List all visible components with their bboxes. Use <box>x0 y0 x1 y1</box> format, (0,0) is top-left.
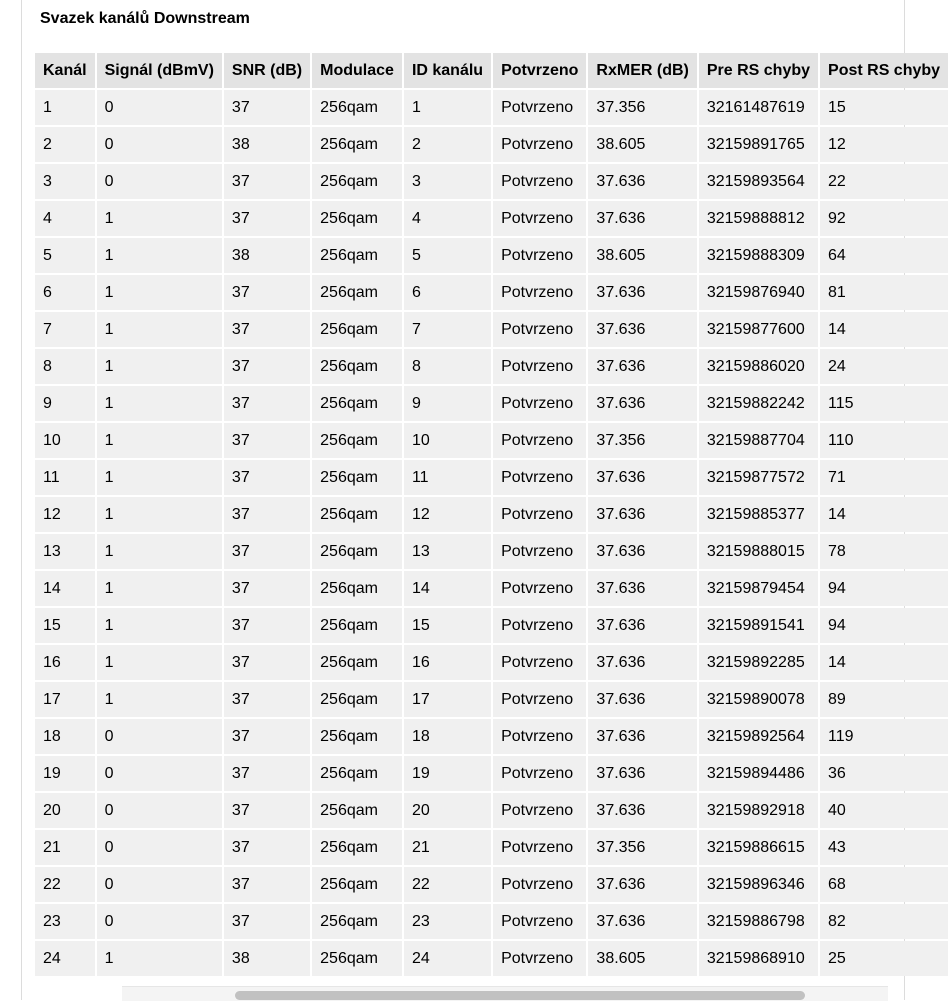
table-row <box>35 275 948 310</box>
scrollbar-thumb[interactable] <box>235 991 805 1000</box>
cell-post-rs: 78 <box>820 534 948 569</box>
cell-pre-rs: 32159876940 <box>699 275 818 310</box>
cell-post-rs: 94 <box>820 571 948 606</box>
cell-id-kanalu: 1 <box>404 90 491 125</box>
cell-potvrzeno: Potvrzeno <box>493 423 586 458</box>
cell-id-kanalu: 9 <box>404 386 491 421</box>
cell-kanal: 8 <box>35 349 95 384</box>
cell-id-kanalu: 20 <box>404 793 491 828</box>
cell-post-rs: 22 <box>820 164 948 199</box>
cell-potvrzeno: Potvrzeno <box>493 127 586 162</box>
cell-potvrzeno: Potvrzeno <box>493 534 586 569</box>
cell-id-kanalu: 4 <box>404 201 491 236</box>
cell-rxmer: 37.636 <box>588 349 696 384</box>
cell-post-rs: 36 <box>820 756 948 791</box>
cell-post-rs: 40 <box>820 793 948 828</box>
panel-title: Svazek kanálů Downstream <box>40 10 250 27</box>
cell-signal: 1 <box>97 312 222 347</box>
cell-pre-rs: 32159886020 <box>699 349 818 384</box>
cell-potvrzeno: Potvrzeno <box>493 349 586 384</box>
cell-potvrzeno: Potvrzeno <box>493 312 586 347</box>
cell-signal: 0 <box>97 793 222 828</box>
table-body <box>35 90 948 976</box>
cell-signal: 1 <box>97 423 222 458</box>
cell-potvrzeno: Potvrzeno <box>493 164 586 199</box>
cell-kanal: 3 <box>35 164 95 199</box>
cell-snr: 37 <box>224 90 310 125</box>
table-row <box>35 201 948 236</box>
cell-post-rs: 12 <box>820 127 948 162</box>
cell-modulace: 256qam <box>312 941 402 976</box>
cell-rxmer: 37.356 <box>588 423 696 458</box>
cell-post-rs: 92 <box>820 201 948 236</box>
cell-kanal: 11 <box>35 460 95 495</box>
cell-pre-rs: 32159886798 <box>699 904 818 939</box>
cell-id-kanalu: 17 <box>404 682 491 717</box>
cell-signal: 0 <box>97 719 222 754</box>
column-header-post-rs: Post RS chyby <box>820 53 948 88</box>
cell-rxmer: 37.636 <box>588 386 696 421</box>
table-row <box>35 90 948 125</box>
cell-pre-rs: 32159888015 <box>699 534 818 569</box>
cell-rxmer: 37.636 <box>588 534 696 569</box>
cell-snr: 38 <box>224 941 310 976</box>
cell-snr: 37 <box>224 867 310 902</box>
cell-potvrzeno: Potvrzeno <box>493 645 586 680</box>
cell-rxmer: 37.356 <box>588 90 696 125</box>
table-row <box>35 608 948 643</box>
cell-signal: 0 <box>97 830 222 865</box>
cell-potvrzeno: Potvrzeno <box>493 867 586 902</box>
cell-pre-rs: 32159892285 <box>699 645 818 680</box>
cell-snr: 37 <box>224 571 310 606</box>
cell-kanal: 13 <box>35 534 95 569</box>
table-row <box>35 830 948 865</box>
cell-modulace: 256qam <box>312 460 402 495</box>
cell-snr: 37 <box>224 756 310 791</box>
cell-kanal: 6 <box>35 275 95 310</box>
cell-post-rs: 68 <box>820 867 948 902</box>
cell-pre-rs: 32159877572 <box>699 460 818 495</box>
cell-snr: 37 <box>224 682 310 717</box>
cell-rxmer: 37.636 <box>588 793 696 828</box>
cell-potvrzeno: Potvrzeno <box>493 719 586 754</box>
horizontal-scrollbar[interactable] <box>122 986 888 1001</box>
cell-modulace: 256qam <box>312 127 402 162</box>
cell-modulace: 256qam <box>312 349 402 384</box>
cell-snr: 37 <box>224 164 310 199</box>
cell-id-kanalu: 8 <box>404 349 491 384</box>
cell-potvrzeno: Potvrzeno <box>493 201 586 236</box>
cell-modulace: 256qam <box>312 867 402 902</box>
cell-signal: 0 <box>97 164 222 199</box>
cell-post-rs: 43 <box>820 830 948 865</box>
cell-id-kanalu: 23 <box>404 904 491 939</box>
table-row <box>35 238 948 273</box>
cell-post-rs: 71 <box>820 460 948 495</box>
cell-snr: 37 <box>224 349 310 384</box>
column-header-pre-rs: Pre RS chyby <box>699 53 818 88</box>
cell-modulace: 256qam <box>312 645 402 680</box>
cell-pre-rs: 32159888309 <box>699 238 818 273</box>
cell-id-kanalu: 14 <box>404 571 491 606</box>
cell-id-kanalu: 24 <box>404 941 491 976</box>
column-header-kanal: Kanál <box>35 53 95 88</box>
table-row <box>35 312 948 347</box>
cell-potvrzeno: Potvrzeno <box>493 571 586 606</box>
cell-id-kanalu: 6 <box>404 275 491 310</box>
cell-modulace: 256qam <box>312 719 402 754</box>
cell-rxmer: 37.636 <box>588 608 696 643</box>
cell-kanal: 23 <box>35 904 95 939</box>
cell-kanal: 16 <box>35 645 95 680</box>
cell-modulace: 256qam <box>312 571 402 606</box>
cell-post-rs: 15 <box>820 90 948 125</box>
table-row <box>35 682 948 717</box>
cell-modulace: 256qam <box>312 830 402 865</box>
cell-id-kanalu: 2 <box>404 127 491 162</box>
cell-modulace: 256qam <box>312 682 402 717</box>
table-row <box>35 941 948 976</box>
cell-kanal: 1 <box>35 90 95 125</box>
cell-rxmer: 37.636 <box>588 682 696 717</box>
cell-rxmer: 38.605 <box>588 127 696 162</box>
cell-kanal: 20 <box>35 793 95 828</box>
cell-rxmer: 37.636 <box>588 756 696 791</box>
cell-kanal: 12 <box>35 497 95 532</box>
cell-potvrzeno: Potvrzeno <box>493 460 586 495</box>
cell-snr: 37 <box>224 719 310 754</box>
cell-kanal: 22 <box>35 867 95 902</box>
cell-signal: 0 <box>97 904 222 939</box>
cell-rxmer: 37.636 <box>588 497 696 532</box>
cell-pre-rs: 32159893564 <box>699 164 818 199</box>
cell-snr: 37 <box>224 460 310 495</box>
cell-id-kanalu: 18 <box>404 719 491 754</box>
cell-snr: 37 <box>224 386 310 421</box>
cell-post-rs: 119 <box>820 719 948 754</box>
cell-modulace: 256qam <box>312 201 402 236</box>
cell-id-kanalu: 11 <box>404 460 491 495</box>
cell-potvrzeno: Potvrzeno <box>493 497 586 532</box>
cell-id-kanalu: 22 <box>404 867 491 902</box>
cell-snr: 37 <box>224 608 310 643</box>
cell-potvrzeno: Potvrzeno <box>493 275 586 310</box>
cell-rxmer: 37.636 <box>588 201 696 236</box>
downstream-bonding-panel <box>21 0 941 1000</box>
cell-modulace: 256qam <box>312 534 402 569</box>
cell-kanal: 21 <box>35 830 95 865</box>
column-header-modulace: Modulace <box>312 53 402 88</box>
cell-pre-rs: 32159894486 <box>699 756 818 791</box>
table-row <box>35 571 948 606</box>
cell-signal: 0 <box>97 756 222 791</box>
cell-signal: 1 <box>97 386 222 421</box>
cell-post-rs: 82 <box>820 904 948 939</box>
table-row <box>35 534 948 569</box>
table-row <box>35 904 948 939</box>
cell-signal: 0 <box>97 90 222 125</box>
cell-id-kanalu: 5 <box>404 238 491 273</box>
cell-rxmer: 38.605 <box>588 238 696 273</box>
cell-rxmer: 37.636 <box>588 164 696 199</box>
cell-signal: 1 <box>97 238 222 273</box>
cell-snr: 37 <box>224 423 310 458</box>
cell-pre-rs: 32159888812 <box>699 201 818 236</box>
cell-rxmer: 37.636 <box>588 904 696 939</box>
cell-snr: 37 <box>224 201 310 236</box>
cell-potvrzeno: Potvrzeno <box>493 793 586 828</box>
cell-rxmer: 37.636 <box>588 460 696 495</box>
cell-signal: 0 <box>97 867 222 902</box>
cell-snr: 38 <box>224 127 310 162</box>
cell-id-kanalu: 7 <box>404 312 491 347</box>
cell-id-kanalu: 21 <box>404 830 491 865</box>
cell-rxmer: 37.636 <box>588 645 696 680</box>
cell-pre-rs: 32159891541 <box>699 608 818 643</box>
column-header-rxmer: RxMER (dB) <box>588 53 696 88</box>
cell-kanal: 17 <box>35 682 95 717</box>
cell-potvrzeno: Potvrzeno <box>493 386 586 421</box>
cell-signal: 1 <box>97 941 222 976</box>
table-header-row <box>35 53 948 88</box>
cell-rxmer: 37.636 <box>588 867 696 902</box>
cell-rxmer: 37.636 <box>588 312 696 347</box>
cell-modulace: 256qam <box>312 756 402 791</box>
cell-pre-rs: 32159879454 <box>699 571 818 606</box>
cell-rxmer: 37.636 <box>588 571 696 606</box>
downstream-channel-table <box>33 51 950 978</box>
cell-potvrzeno: Potvrzeno <box>493 608 586 643</box>
cell-rxmer: 38.605 <box>588 941 696 976</box>
cell-snr: 37 <box>224 904 310 939</box>
cell-id-kanalu: 12 <box>404 497 491 532</box>
cell-pre-rs: 32159885377 <box>699 497 818 532</box>
cell-post-rs: 89 <box>820 682 948 717</box>
table-row <box>35 127 948 162</box>
cell-id-kanalu: 15 <box>404 608 491 643</box>
cell-post-rs: 64 <box>820 238 948 273</box>
cell-kanal: 9 <box>35 386 95 421</box>
table-row <box>35 497 948 532</box>
cell-modulace: 256qam <box>312 386 402 421</box>
cell-snr: 37 <box>224 645 310 680</box>
cell-kanal: 18 <box>35 719 95 754</box>
cell-rxmer: 37.636 <box>588 719 696 754</box>
cell-id-kanalu: 10 <box>404 423 491 458</box>
table-row <box>35 867 948 902</box>
cell-snr: 37 <box>224 793 310 828</box>
cell-potvrzeno: Potvrzeno <box>493 830 586 865</box>
cell-potvrzeno: Potvrzeno <box>493 756 586 791</box>
cell-kanal: 24 <box>35 941 95 976</box>
cell-pre-rs: 32159896346 <box>699 867 818 902</box>
cell-post-rs: 14 <box>820 497 948 532</box>
cell-id-kanalu: 3 <box>404 164 491 199</box>
cell-pre-rs: 32159887704 <box>699 423 818 458</box>
cell-id-kanalu: 19 <box>404 756 491 791</box>
cell-kanal: 14 <box>35 571 95 606</box>
cell-potvrzeno: Potvrzeno <box>493 90 586 125</box>
table-row <box>35 719 948 754</box>
column-header-potvrzeno: Potvrzeno <box>493 53 586 88</box>
cell-signal: 1 <box>97 460 222 495</box>
cell-id-kanalu: 13 <box>404 534 491 569</box>
table-row <box>35 645 948 680</box>
cell-modulace: 256qam <box>312 238 402 273</box>
cell-snr: 37 <box>224 830 310 865</box>
cell-modulace: 256qam <box>312 904 402 939</box>
table-row <box>35 793 948 828</box>
table-row <box>35 756 948 791</box>
cell-pre-rs: 32159890078 <box>699 682 818 717</box>
cell-rxmer: 37.356 <box>588 830 696 865</box>
cell-post-rs: 24 <box>820 349 948 384</box>
cell-potvrzeno: Potvrzeno <box>493 682 586 717</box>
cell-signal: 1 <box>97 682 222 717</box>
cell-pre-rs: 32159882242 <box>699 386 818 421</box>
column-header-signal: Signál (dBmV) <box>97 53 222 88</box>
cell-pre-rs: 32159877600 <box>699 312 818 347</box>
cell-pre-rs: 32159892918 <box>699 793 818 828</box>
cell-modulace: 256qam <box>312 164 402 199</box>
cell-potvrzeno: Potvrzeno <box>493 941 586 976</box>
table-row <box>35 349 948 384</box>
cell-kanal: 7 <box>35 312 95 347</box>
cell-kanal: 19 <box>35 756 95 791</box>
cell-modulace: 256qam <box>312 275 402 310</box>
cell-modulace: 256qam <box>312 793 402 828</box>
cell-snr: 38 <box>224 238 310 273</box>
cell-snr: 37 <box>224 275 310 310</box>
cell-potvrzeno: Potvrzeno <box>493 238 586 273</box>
cell-post-rs: 81 <box>820 275 948 310</box>
cell-signal: 1 <box>97 275 222 310</box>
cell-pre-rs: 32161487619 <box>699 90 818 125</box>
cell-pre-rs: 32159892564 <box>699 719 818 754</box>
cell-signal: 0 <box>97 127 222 162</box>
cell-modulace: 256qam <box>312 497 402 532</box>
cell-post-rs: 115 <box>820 386 948 421</box>
cell-modulace: 256qam <box>312 608 402 643</box>
cell-modulace: 256qam <box>312 423 402 458</box>
cell-kanal: 4 <box>35 201 95 236</box>
cell-signal: 1 <box>97 349 222 384</box>
cell-id-kanalu: 16 <box>404 645 491 680</box>
cell-post-rs: 94 <box>820 608 948 643</box>
cell-potvrzeno: Potvrzeno <box>493 904 586 939</box>
cell-signal: 1 <box>97 645 222 680</box>
cell-modulace: 256qam <box>312 312 402 347</box>
cell-signal: 1 <box>97 608 222 643</box>
table-scroll-area[interactable] <box>35 53 941 979</box>
cell-pre-rs: 32159868910 <box>699 941 818 976</box>
cell-snr: 37 <box>224 312 310 347</box>
cell-signal: 1 <box>97 571 222 606</box>
cell-post-rs: 14 <box>820 312 948 347</box>
cell-kanal: 15 <box>35 608 95 643</box>
cell-snr: 37 <box>224 534 310 569</box>
column-header-snr: SNR (dB) <box>224 53 310 88</box>
cell-kanal: 10 <box>35 423 95 458</box>
cell-post-rs: 14 <box>820 645 948 680</box>
cell-kanal: 5 <box>35 238 95 273</box>
table-row <box>35 423 948 458</box>
table-row <box>35 460 948 495</box>
cell-pre-rs: 32159891765 <box>699 127 818 162</box>
cell-pre-rs: 32159886615 <box>699 830 818 865</box>
cell-signal: 1 <box>97 201 222 236</box>
table-row <box>35 386 948 421</box>
column-header-id-kanalu: ID kanálu <box>404 53 491 88</box>
table-row <box>35 164 948 199</box>
cell-post-rs: 25 <box>820 941 948 976</box>
cell-snr: 37 <box>224 497 310 532</box>
cell-post-rs: 110 <box>820 423 948 458</box>
cell-kanal: 2 <box>35 127 95 162</box>
cell-rxmer: 37.636 <box>588 275 696 310</box>
cell-signal: 1 <box>97 497 222 532</box>
cell-signal: 1 <box>97 534 222 569</box>
cell-modulace: 256qam <box>312 90 402 125</box>
